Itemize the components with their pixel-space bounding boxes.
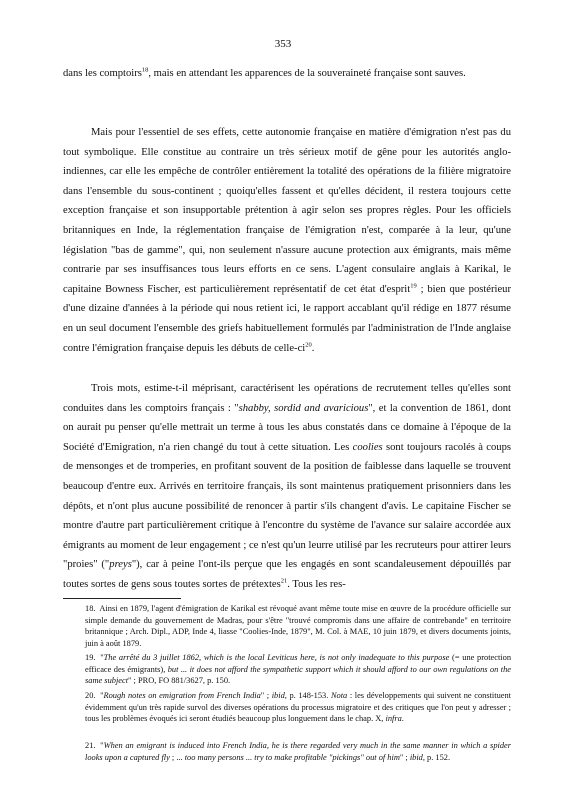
text-run: ; bien que postérieur d'une dizaine d'années à la période qui nous retient ici, le rapport accablant qu'il rédige en 1877 résume en un seul document l'ensemble des griefs habituellement formulés par l'administration de l'Inde anglaise contre l'émigration française depuis les débuts de celle-ci — [63, 283, 512, 354]
text-run: ; ... — [169, 752, 185, 762]
text-run: , mais en attendant les apparences de la souveraineté française sont sauves. — [148, 68, 466, 79]
text-run: Mais pour l'essentiel de ses effets, cette autonomie française en matière d'émigration n'est pas du tout symbolique. Elle constitue au contraire un très sérieux motif de gêne pour les autorités anglo-indiennes, car elle les empêche de contrôler entièrement la totalité des opérations de la filière migratoire dans l'ensemble du sous-continent ; quoiqu'elles fassent et qu'elles décident, il restera toujours cette exception française et son insupportable prétention à agir selon ses propres règles. Pour les officiels britanniques en Inde, la réglementation française de l'émigration n'est, comparée à la leur, qu'une législation "bas de gamme", qui, non seulement n'assure aucune protection aux émigrants, mais même contrarie par ses insuffisances tous leurs efforts en ce sens. L'agent consulaire anglais à Karikal, le capitaine Bowness Fischer, est particulièrement représentatif de cet état d'esprit — [63, 127, 511, 295]
page-number: 353 — [274, 38, 292, 50]
paragraph — [63, 379, 511, 595]
italic-text: too many persons ... try to make profitable "pickings" out of him — [184, 752, 400, 762]
footnote — [63, 652, 511, 687]
paragraph — [63, 64, 511, 84]
paragraph — [63, 123, 511, 358]
text-run: dans les comptoirs — [63, 68, 142, 79]
text-run: ", et la convention de 1861, dont on aurait pu penser qu'elle mettrait un terme à tous les abus constatés dans ce domaine à l'époque de la Société d'Emigration, n'a rien changé du tout à cette situation. Les — [63, 402, 511, 453]
footnote-number: 18. — [85, 604, 96, 613]
italic-text: ibid — [409, 752, 423, 762]
italic-text: ibid — [271, 691, 285, 700]
text-run: " ; PRO, FO 881/3627, p. 150. — [128, 676, 231, 686]
text-run: . — [401, 714, 404, 724]
footnote-reference: 20 — [305, 341, 312, 348]
text-run: "), car à peine l'ont-ils perçue que les engagés en sont scandaleusement dépouillés par toutes sortes de gens sous toutes sortes de prétextes — [63, 559, 512, 590]
italic-text: coolies — [352, 441, 383, 453]
italic-text: shabby, sordid and avaricious — [238, 402, 369, 414]
text-run: " ; — [399, 752, 410, 762]
footnote-separator — [63, 598, 181, 599]
text-run: Ainsi en 1879, l'agent d'émigration de Karikal est révoqué avant même toute mise en œuvre de la procédure officielle sur simple demande du gouvernement de Madras, pour s'être "trouvé compromis dans une affaire de contrebande" en territoire britannique ; Arch. Dipl., ADP, Inde 4, liasse "Coolies-Inde, 1879", M. Col. à MAE, 10 juin 1879, et divers documents joints, juin à août 1879. — [85, 604, 512, 649]
footnote-reference: 18 — [141, 66, 149, 74]
text-run: " — [100, 691, 104, 700]
text-run: : les développements qui suivent ne constituent évidemment qu'un très rapide survol des diverses opérations du processus migratoire et des critiques que l'on peut y adresser ; tous les problèmes évoqués ici seront étudiés beaucoup plus longuement dans le chap. X, — [85, 691, 511, 724]
footnote-number: 21. — [85, 741, 96, 750]
italic-text: When an emigrant is induced into French India, he is there regarded very much in the same manner in which a spider looks upon a captured fly — [85, 741, 511, 762]
text-run: " ; — [260, 691, 272, 700]
text-run: " — [100, 653, 104, 662]
text-run: Trois mots, estime-t-il méprisant, caractérisent les opérations de recrutement telles qu'elles sont conduites dans les comptoirs français : " — [63, 383, 511, 414]
text-run: (= une protection efficace des émigrants), — [85, 653, 512, 674]
text-run: , p. 148-153. — [284, 691, 331, 700]
text-run: . Tous les res- — [287, 578, 346, 590]
footnote — [63, 740, 511, 763]
footnote — [63, 690, 511, 725]
footnote-reference: 19 — [410, 282, 417, 290]
text-run: " — [100, 741, 104, 750]
text-run: . — [311, 342, 315, 354]
footnote — [63, 603, 511, 650]
footnote-number: 19. — [85, 653, 96, 662]
footnote-reference: 21 — [280, 577, 288, 585]
text-run: , p. 152. — [422, 752, 451, 762]
italic-text: infra — [385, 714, 402, 724]
italic-text: Rough notes on emigration from French India — [103, 691, 261, 700]
italic-text: but ... it does not afford the sympathetic support which it should afford to our own regulations on the same subject — [85, 664, 511, 686]
footnote-number: 20. — [85, 691, 96, 700]
italic-text: Nota — [330, 691, 348, 700]
italic-text: The arrêté du 3 juillet 1862, which is the local Leviticus here, is not only inadequate to this purpose — [103, 653, 450, 662]
text-run: sont toujours racolés à coups de mensonges et de tromperies, en profitant souvent de la position de faiblesse dans laquelle se trouvent beaucoup d'entre eux. Arrivés en territoire français, ils sont maintenus pratiquement prisonniers dans les dépôts, et n'ont plus aucune possibilité de renoncer à partir s'ils changent d'avis. Le capitaine Fischer se montre d'autre part particulièrement critique à l'encontre du système de l'avance sur salaire accordée aux émigrants au moment de leur engagement ; ce n'est qu'un leurre utilisé par les recruteurs pour attirer leurs "proies" (" — [63, 441, 512, 571]
italic-text: preys — [109, 559, 132, 571]
